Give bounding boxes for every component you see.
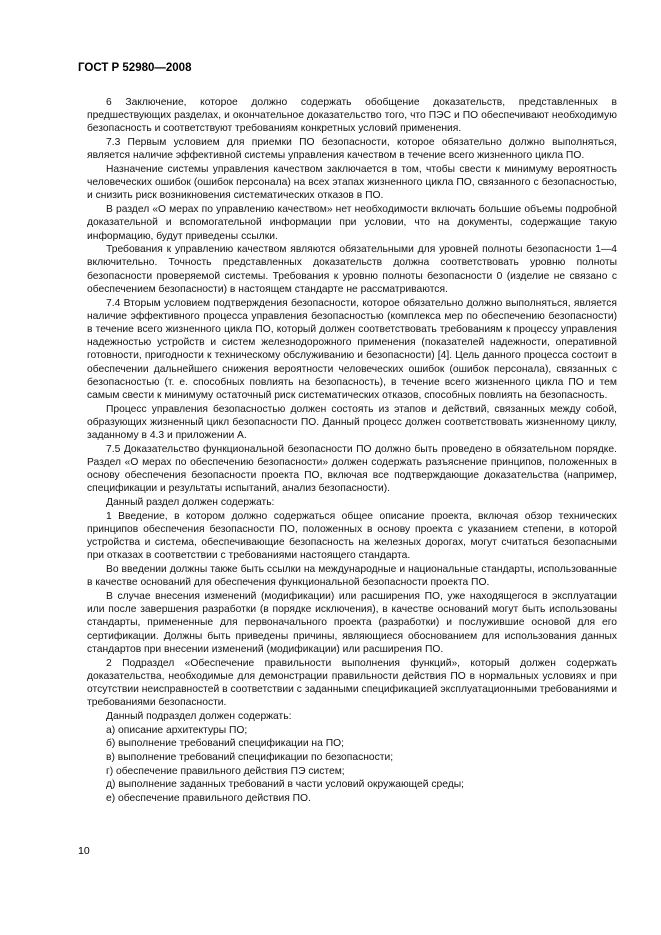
paragraph: 6 Заключение, которое должно содержать обобщение доказательств, представленных в предшествующих разделах, и окончательное доказательство того, что ПЭС и ПО обеспечивают необходимую безопасность и соответствуют требованиям конкретных условий применения. — [87, 97, 617, 135]
paragraph: 7.4 Вторым условием подтверждения безопасности, которое обязательно должно выполняться, является наличие эффективного процесса управления безопасностью (комплекса мер по обеспечению безопасности) в течение всего жизненного цикла ПО, который должен соответствовать требованиям к процессу управления надежностью устройств и систем железнодорожного применения (показателей надежности, оперативной готовности, пригодности к техническому обслуживанию и безопасности) [4]. Цель данного процесса состоит в обеспечении дальнейшего снижения вероятности человеческих ошибок (ошибок персонала), связанных с безопасностью (т. е. способных повлиять на безопасность), в течение всего жизненного цикла ПО и тем самым свести к минимуму остаточный риск систематических отказов, способных повлиять на безопасность. — [87, 297, 617, 401]
paragraph: Данный подраздел должен содержать: — [106, 710, 292, 722]
list-item: г) обеспечение правильного действия ПЭ систем; — [106, 765, 345, 777]
paragraph: Во введении должны также быть ссылки на международные и национальные стандарты, использованные в качестве оснований для обеспечения функциональной безопасности проекта ПО. — [87, 564, 617, 589]
paragraph: Данный раздел должен содержать: — [106, 497, 275, 509]
page-number: 10 — [78, 845, 90, 857]
paragraph: 1 Введение, в котором должно содержаться общее описание проекта, включая обзор технических принципов обеспечения безопасности ПО, положенных в основу проекта с указанием степени, в которой устройства и система, обеспечивающие безопасность на железных дорогах, могут считаться безопасными при отказах в соответствии с требованиями настоящего стандарта. — [87, 510, 617, 562]
paragraph: Требования к управлению качеством являются обязательными для уровней полноты безопасности 1—4 включительно. Точность представленных доказательств должна соответствовать уровню полноты безопасности проверяемой системы. Требования к уровню полноты безопасности 0 (изделие не связано с обеспечением безопасности) в настоящем стандарте не рассматриваются. — [87, 244, 617, 295]
list-item: в) выполнение требований спецификации по безопасности; — [106, 751, 394, 763]
paragraph: Процесс управления безопасностью должен состоять из этапов и действий, связанных между собой, образующих жизненный цикл безопасности ПО. Данный процесс должен соответствовать жизненному циклу, заданному в 4.3 и приложении А. — [87, 403, 617, 442]
paragraph: 7.3 Первым условием для приемки ПО безопасности, которое обязательно должно выполняться, является наличие эффективной системы управления качеством в течение всего жизненного цикла ПО. — [87, 137, 617, 162]
document-body — [87, 96, 617, 805]
paragraph: В случае внесения изменений (модификации) или расширения ПО, уже находящегося в эксплуатации или после завершения разработки (в порядке исключения), в качестве оснований могут быть использованы стандарты, примененные для первоначального проекта (разработки) и послужившие основой для его сертификации. Должны быть приведены причины, являющиеся обоснованием для использования данных стандартов при внесении изменений (модификации) или расширения ПО. — [87, 591, 617, 655]
paragraph: В раздел «О мерах по управлению качеством» нет необходимости включать большие объемы подробной доказательной и вспомогательной информации при условии, что на документы, содержащие такую информацию, будут приведены ссылки. — [87, 204, 617, 242]
list-item: д) выполнение заданных требований в части условий окружающей среды; — [106, 779, 465, 791]
list-item: б) выполнение требований спецификации на ПО; — [106, 738, 344, 750]
paragraph: 7.5 Доказательство функциональной безопасности ПО должно быть проведено в обязательном порядке. Раздел «О мерах по обеспечению безопасности» должен содержать разъяснение принципов, положенных в основу обеспечения безопасности проекта ПО, включая все подтверждающие доказательства (например, спецификации и результаты испытаний, анализ безопасности). — [87, 443, 617, 495]
list-item: е) обеспечение правильного действия ПО. — [106, 793, 311, 805]
paragraph: Назначение системы управления качеством заключается в том, чтобы свести к минимуму вероятность человеческих ошибок (ошибок персонала) на всех этапах жизненного цикла ПО, связанного с безопасностью, и снизить риск возникновения систематических отказов в ПО. — [87, 164, 617, 202]
paragraph: 2 Подраздел «Обеспечение правильности выполнения функций», который должен содержать доказательства, необходимые для демонстрации правильности действия ПО в нормальных условиях и при отсутствии неисправностей в соответствии с заданными спецификацией эксплуатационными требованиями и требованиями безопасности. — [87, 657, 617, 709]
document-header: ГОСТ Р 52980—2008 — [78, 62, 192, 74]
list-item: а) описание архитектуры ПО; — [106, 724, 248, 736]
